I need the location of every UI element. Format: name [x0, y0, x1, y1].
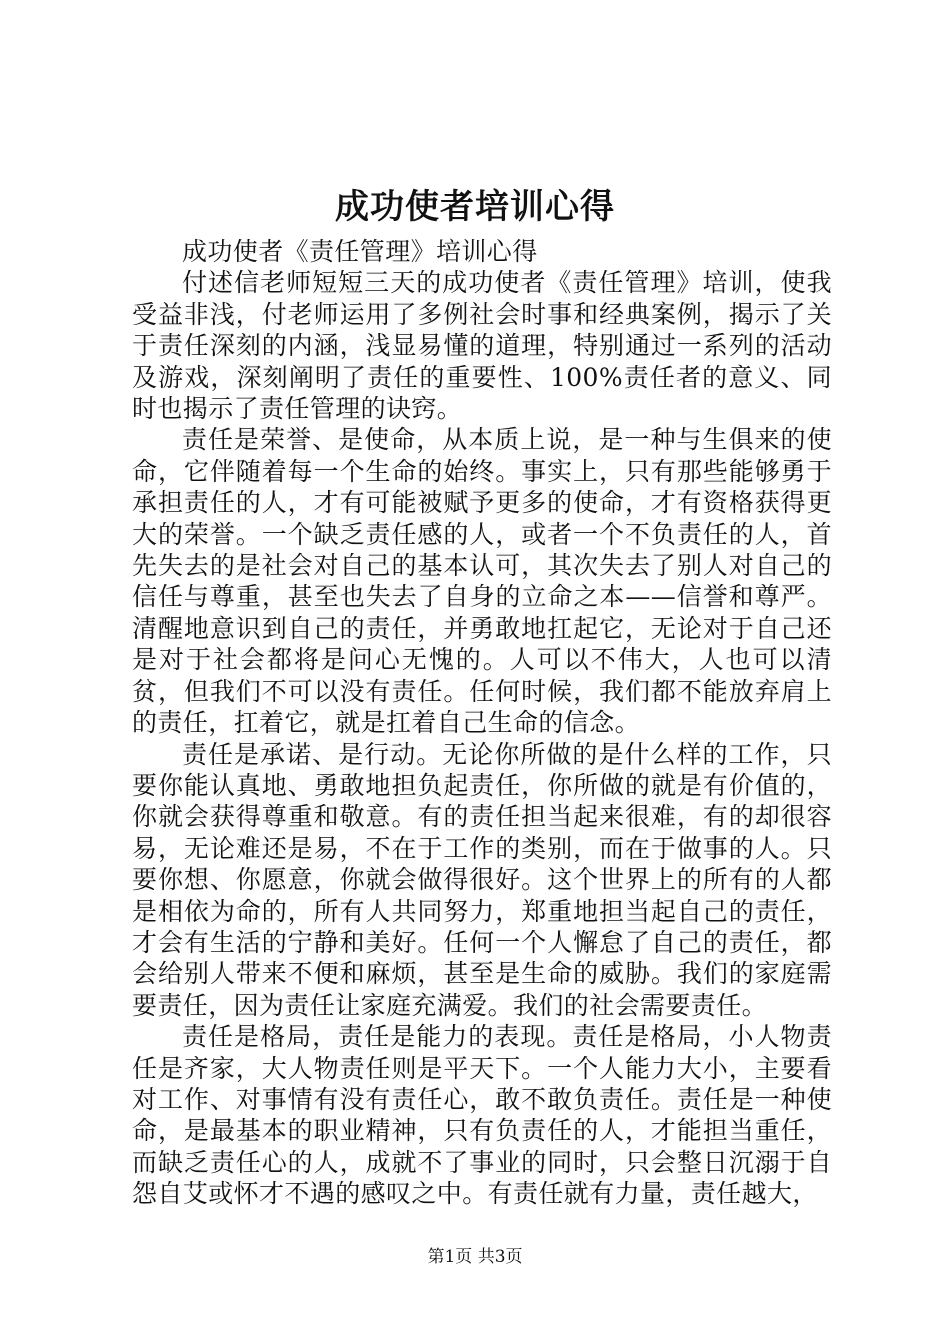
paragraph-4: 责任是格局，责任是能力的表现。责任是格局，小人物责任是齐家，大人物责任则是平天下。一个人能力大小，主要看对工作、对事情有没有责任心，敢不敢负责任。责任是一种使命，是最基本的职业精神，只有负责任的人，才能担当重任，而缺乏责任心的人，成就不了事业的同时，只会整日沉溺于自怨自艾或怀才不遇的感叹之中。有责任就有力量，责任越大，: [132, 1022, 832, 1209]
document-body: [132, 236, 832, 1210]
paragraph-2: 责任是荣誉、是使命，从本质上说，是一种与生俱来的使命，它伴随着每一个生命的始终。事实上，只有那些能够勇于承担责任的人，才有可能被赋予更多的使命，才有资格获得更大的荣誉。一个缺乏责任感的人，或者一个不负责任的人，首先失去的是社会对自己的基本认可，其次失去了别人对自己的信任与尊重，甚至也失去了自身的立命之本——信誉和尊严。清醒地意识到自己的责任，并勇敢地扛起它，无论对于自己还是对于社会都将是问心无愧的。人可以不伟大，人也可以清贫，但我们不可以没有责任。任何时候，我们都不能放弃肩上的责任，扛着它，就是扛着自己生命的信念。: [132, 425, 832, 738]
document-title: 成功使者培训心得: [335, 187, 615, 227]
page-number-footer: 第1页 共3页: [427, 1247, 523, 1267]
paragraph-3: 责任是承诺、是行动。无论你所做的是什么样的工作，只要你能认真地、勇敢地担负起责任，你所做的就是有价值的，你就会获得尊重和敬意。有的责任担当起来很难，有的却很容易，无论难还是易，不在于工作的类别，而在于做事的人。只要你想、你愿意，你就会做得很好。这个世界上的所有的人都是相依为命的，所有人共同努力，郑重地担当起自己的责任，才会有生活的宁静和美好。任何一个人懈怠了自己的责任，都会给别人带来不便和麻烦，甚至是生命的威胁。我们的家庭需要责任，因为责任让家庭充满爱。我们的社会需要责任。: [132, 739, 832, 1020]
paragraph-subtitle: 成功使者《责任管理》培训心得: [182, 237, 538, 266]
paragraph-1: 付述信老师短短三天的成功使者《责任管理》培训，使我受益非浅，付老师运用了多例社会时事和经典案例，揭示了关于责任深刻的内涵，浅显易懂的道理，特别通过一系列的活动及游戏，深刻阐明了责任的重要性、100%责任者的意义、同时也揭示了责任管理的诀窍。: [132, 268, 832, 424]
